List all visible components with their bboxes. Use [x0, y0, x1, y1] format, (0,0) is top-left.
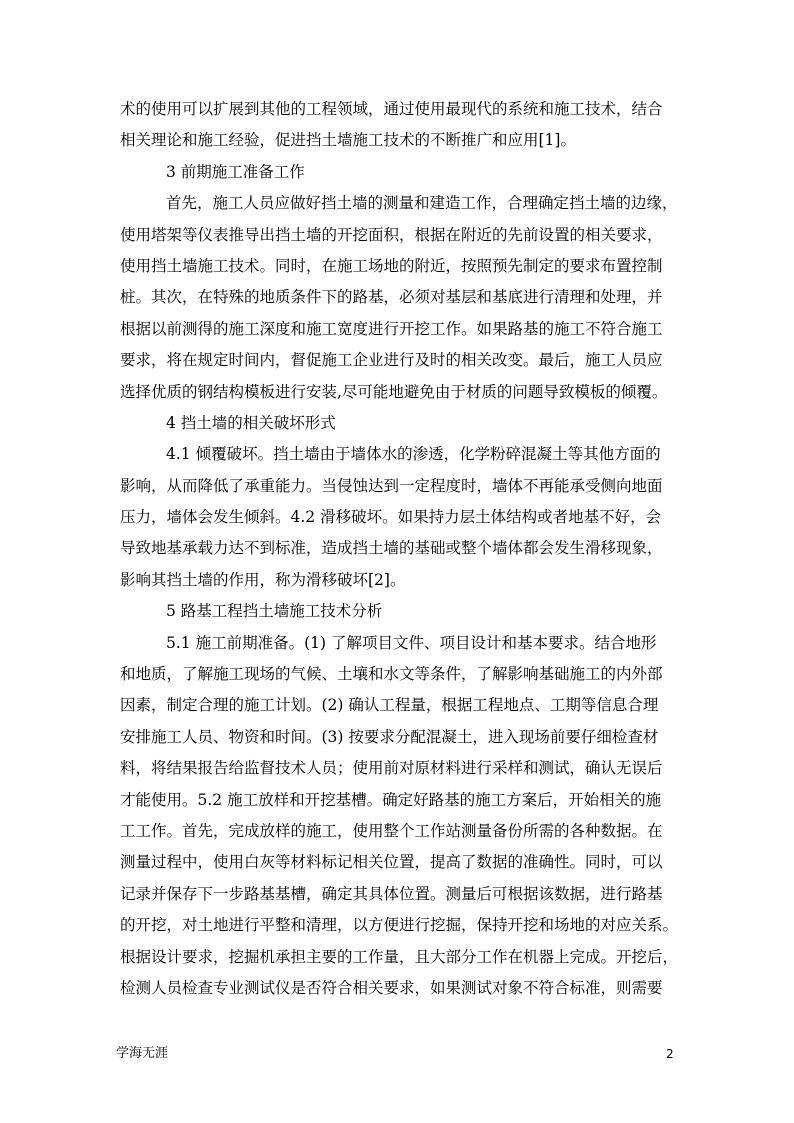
text-line: 影响其挡土墙的作用，称为滑移破坏[2]。	[120, 570, 406, 589]
text-line: 的开挖，对土地进行平整和清理，以方便进行挖掘，保持开挖和场地的对应关系。	[120, 916, 679, 935]
text-line: 桩。其次，在特殊的地质条件下的路基，必须对基层和基底进行清理和处理，并	[120, 288, 663, 307]
paragraph-start: 4.1 倾覆破坏。挡土墙由于墙体水的渗透，化学粉碎混凝土等其他方面的	[166, 445, 661, 464]
section-heading: 3 前期施工准备工作	[166, 162, 305, 181]
paragraph-start: 5.1 施工前期准备。(1) 了解项目文件、项目设计和基本要求。结合地形	[166, 633, 657, 652]
text-line: 因素，制定合理的施工计划。(2) 确认工程量，根据工程地点、工期等信息合理	[120, 696, 659, 715]
text-line: 才能使用。5.2 施工放样和开挖基槽。确定好路基的施工方案后，开始相关的施	[120, 790, 662, 809]
text-line: 和地质，了解施工现场的气候、土壤和水文等条件，了解影响基础施工的内外部	[120, 665, 663, 684]
text-line: 工工作。首先，完成放样的施工，使用整个工作站测量备份所需的各种数据。在	[120, 821, 663, 840]
text-line: 压力，墙体会发生倾斜。4.2 滑移破坏。如果持力层土体结构或者地基不好，会	[120, 508, 662, 527]
text-line: 根据设计要求，挖掘机承担主要的工作量，且大部分工作在机器上完成。开挖后，	[120, 947, 679, 966]
body-text	[120, 94, 682, 1004]
text-line: 测量过程中，使用白灰等材料标记相关位置，提高了数据的准确性。同时，可以	[120, 853, 663, 872]
text-line: 使用挡土墙施工技术。同时，在施工场地的附近，按照预先制定的要求布置控制	[120, 256, 663, 275]
text-line: 影响，从而降低了承重能力。当侵蚀达到一定程度时，墙体不再能承受侧向地面	[120, 476, 663, 495]
text-line: 记录并保存下一步路基基槽，确定其具体位置。测量后可根据该数据，进行路基	[120, 884, 663, 903]
text-line: 安排施工人员、物资和时间。(3) 按要求分配混凝土，进入现场前要仔细检查材	[120, 727, 659, 746]
text-line: 选择优质的钢结构模板进行安装,尽可能地避免由于材质的问题导致模板的倾覆。	[120, 382, 668, 401]
text-line: 检测人员检查专业测试仪是否符合相关要求，如果测试对象不符合标准，则需要	[120, 978, 663, 997]
paragraph-start: 首先，施工人员应做好挡土墙的测量和建造工作，合理确定挡土墙的边缘，	[166, 194, 678, 213]
section-heading: 4 挡土墙的相关破坏形式	[166, 413, 336, 432]
section-heading: 5 路基工程挡土墙施工技术分析	[166, 602, 383, 621]
text-line: 相关理论和施工经验，促进挡土墙施工技术的不断推广和应用[1]。	[120, 131, 576, 150]
text-line: 导致地基承载力达不到标准，造成挡土墙的基础或整个墙体都会发生滑移现象，	[120, 539, 663, 558]
page-number: 2	[666, 1047, 674, 1061]
text-line: 使用塔架等仪表推导出挡土墙的开挖面积，根据在附近的先前设置的相关要求，	[120, 225, 663, 244]
text-line: 料，将结果报告给监督技术人员；使用前对原材料进行采样和测试，确认无误后	[120, 759, 663, 778]
text-line: 术的使用可以扩展到其他的工程领域，通过使用最现代的系统和施工技术，结合	[120, 100, 663, 118]
text-line: 根据以前测得的施工深度和施工宽度进行开挖工作。如果路基的施工不符合施工	[120, 319, 663, 338]
footer-text: 学海无涯	[116, 1046, 169, 1061]
text-line: 要求，将在规定时间内，督促施工企业进行及时的相关改变。最后，施工人员应	[120, 351, 663, 370]
